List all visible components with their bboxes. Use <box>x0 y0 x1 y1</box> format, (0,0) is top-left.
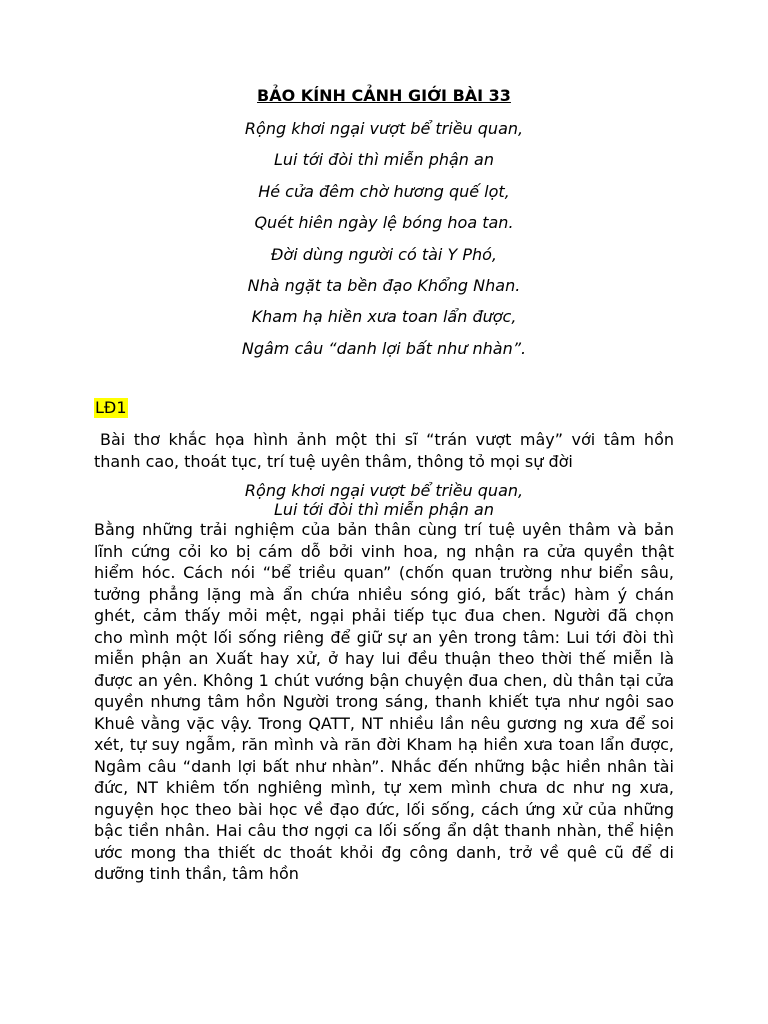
poem-line: Rộng khơi ngại vượt bể triều quan, <box>244 119 524 138</box>
quote-line: Lui tới đòi thì miễn phận an <box>274 499 494 519</box>
poem-line: Đời dùng người có tài Y Phó, <box>271 244 497 264</box>
poem-line: Quét hiên ngày lệ bóng hoa tan. <box>254 213 514 233</box>
poem-line: Nhà ngặt ta bền đạo Khổng Nhan. <box>247 275 521 295</box>
poem-line: Ngâm câu “danh lợi bất như nhàn”. <box>241 338 527 358</box>
document-title: BẢO KÍNH CẢNH GIỚI BÀI 33 <box>257 86 511 105</box>
poem-line: Hé cửa đêm chờ hương quế lọt, <box>258 181 510 201</box>
poem-block <box>0 118 768 369</box>
body-paragraph: Bằng những trải nghiệm của bản thân cùng trí tuệ uyên thâm và bản lĩnh cứng cỏi ko bị cám dỗ bởi vinh hoa, ng nhận ra cửa quyền thật hiểm hóc. Cách nói “bể triều quan” (chốn quan trường như biển sâu, tưởng phẳng lặng mà ẩn chứa nhiều sóng gió, bất trắc) hàm ý chán ghét, cảm thấy mỏi mệt, ngại phải tiếp tục đua chen. Người đã chọn cho mình một lối sống riêng để giữ sự an yên trong tâm: Lui tới đòi thì miễn phận an Xuất hay xử, ở hay lui đều thuận theo thời thế miễn là được an yên. Không 1 chút vướng bận chuyện đua chen, dù thân tại cửa quyền nhưng tâm hồn Người trong sáng, thanh khiết tựa như ngôi sao Khuê vằng vặc vậy. Trong QATT, NT nhiều lần nêu gương ng xưa để soi xét, tự suy ngẫm, răn mình và răn đời Kham hạ hiền xưa toan lẩn được, Ngâm câu “danh lợi bất như nhàn”. Nhắc đến những bậc hiền nhân tài đức, NT khiêm tốn nghiêng mình, tự xem mình chưa dc như ng xưa, nguyện học theo bài học về đạo đức, lối sống, cách ứng xử của những bậc tiền nhân. Hai câu thơ ngợi ca lối sống ẩn dật thanh nhàn, thể hiện ước mong tha thiết dc thoát khỏi đg công danh, trở về quê cũ để di dưỡng tinh thần, tâm hồn <box>94 520 674 883</box>
intro-paragraph: Bài thơ khắc họa hình ảnh một thi sĩ “trán vượt mây” với tâm hồn thanh cao, thoát tục, trí tuệ uyên thâm, thông tỏ mọi sự đời <box>94 430 674 471</box>
section-heading-highlighted: LĐ1 <box>95 398 127 417</box>
quoted-verse <box>94 482 674 519</box>
poem-line: Kham hạ hiền xưa toan lẩn được, <box>251 307 517 327</box>
poem-line: Lui tới đòi thì miễn phận an <box>274 150 494 170</box>
quote-line: Rộng khơi ngại vượt bể triều quan, <box>244 481 524 500</box>
